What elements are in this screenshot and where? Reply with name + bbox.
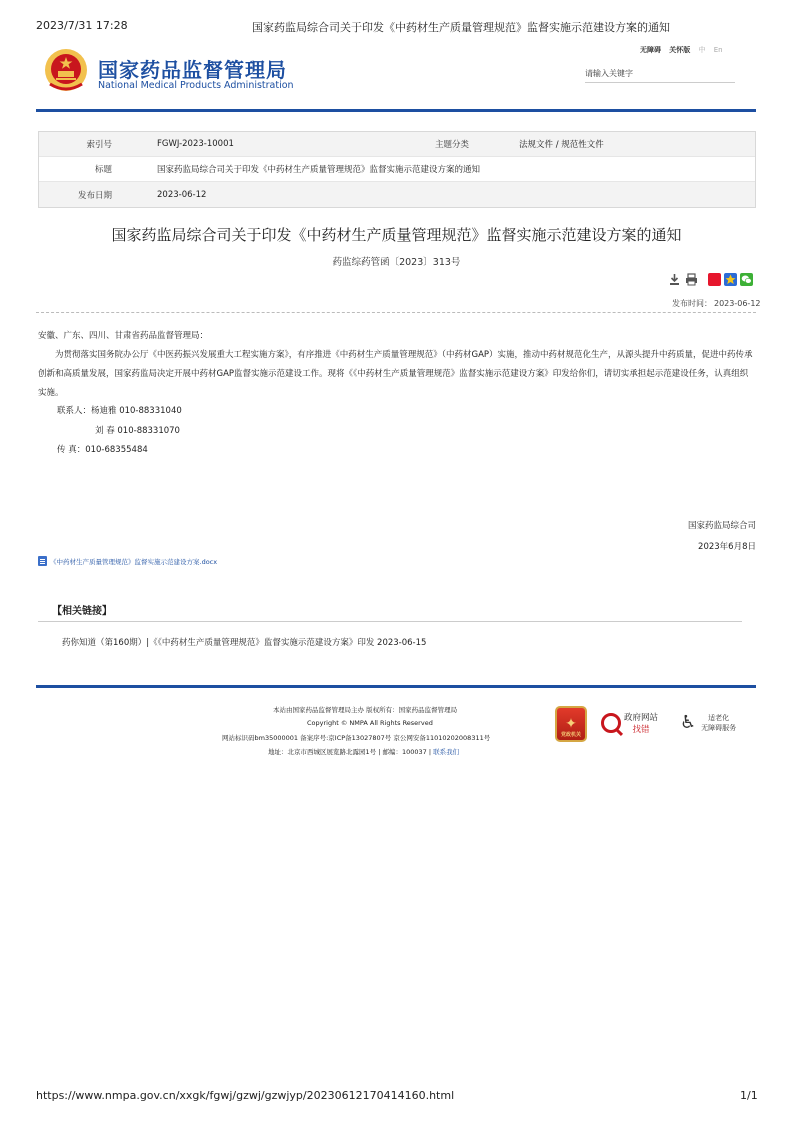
index-value: FGWJ-2023-10001 [157,139,234,149]
weibo-share-icon[interactable] [708,273,721,286]
search-input[interactable]: 请输入关键字 [585,63,735,83]
index-label: 索引号 [86,140,112,150]
gov-website-label: 政府网站 [624,713,659,723]
print-title: 国家药监局综合司关于印发《中药材生产质量管理规范》监督实施示范建设方案的通知 [252,21,670,34]
download-icon[interactable] [668,273,681,286]
lang-cn-link[interactable]: 中 [698,46,706,54]
accessibility-icon: ♿ [680,712,697,733]
related-links-heading: 【相关链接】 [52,606,112,617]
print-icon[interactable] [685,273,698,286]
footer-address-text: 地址：北京市西城区展览路北露园1号 | 邮编：100037 | [268,748,434,756]
footer-address [268,747,459,756]
contact-2: 刘 春 010-88331070 [95,426,180,436]
date-value: 2023-06-12 [157,189,207,200]
accessibility-service-label: 无障碍服务 [701,723,737,732]
elderly-label: 适老化 [708,713,730,722]
qzone-share-icon[interactable] [724,273,737,286]
info-row-index [39,132,755,157]
elderly-accessibility-service[interactable] [680,712,736,733]
related-divider [38,621,742,622]
fax: 传 真：010-68355484 [57,445,148,455]
article-title: 国家药监局综合司关于印发《中药材生产质量管理规范》监督实施示范建设方案的通知 [111,226,682,244]
article-divider [36,312,756,313]
accessibility-link[interactable]: 无障碍 [640,46,661,54]
attachment-label[interactable]: 《中药材生产质量管理规范》监督实施示范建设方案.docx [50,557,218,566]
contact-1: 联系人：杨迪雅 010-88331040 [57,406,182,416]
magnifier-icon [601,713,621,733]
footer-divider [36,685,756,688]
site-name-cn[interactable]: 国家药品监督管理局 [98,58,287,82]
category-label: 主题分类 [435,140,470,150]
main-paragraph: 为贯彻落实国务院办公厅《中医药振兴发展重大工程实施方案》，有序推进《中药材生产质量管理规范》（中药材GAP）实施，推动中药材规范化生产，从源头提升中药质量，促进中药传承创新和高质量发展，国家药监局决定开展中药材GAP监督实施示范建设工作。现将《《中药材生产质量管理规范》监督实施示范建设方案》印发给你们，请切实承担起示范建设任务，认真组织实施。 [38,350,753,398]
print-datetime: 2023/7/31 17:28 [36,19,128,32]
gov-website-error-report[interactable] [601,711,658,735]
star-icon: ✦ [565,716,577,732]
info-row-title [39,157,755,182]
related-links[interactable]: 药你知道（第160期）|《《中药材生产质量管理规范》监督实施示范建设方案》印发 2023-06-15 [62,638,427,648]
document-info-table [38,131,756,208]
word-doc-icon [38,556,47,566]
info-row-date [39,182,755,207]
title-value: 国家药监局综合司关于印发《中药材生产质量管理规范》监督实施示范建设方案的通知 [157,165,481,175]
document-number: 药监综药管函〔2023〕313号 [332,257,461,268]
party-government-badge[interactable] [555,706,587,742]
site-name-en[interactable]: National Medical Products Administration [98,80,294,91]
publish-time-value: 2023-06-12 [714,299,761,308]
find-error-label: 找错 [632,725,650,735]
contact-us-link[interactable]: 联系我们 [433,748,460,756]
signature-date: 2023年6月8日 [698,542,756,552]
care-mode-link[interactable]: 关怀版 [669,46,691,54]
title-label: 标题 [94,165,112,175]
print-page-number: 1/1 [740,1089,758,1102]
category-value: 法规文件 / 规范性文件 [519,140,604,150]
wechat-share-icon[interactable] [740,273,753,286]
national-emblem-icon [44,48,88,92]
header-divider [36,109,756,112]
publish-time-label: 发布时间： [672,299,712,308]
salutation: 安徽、广东、四川、甘肃省药品监督管理局： [38,331,209,341]
party-badge-label: 党政机关 [560,732,581,738]
footer-copyright: Copyright © NMPA All Rights Reserved [307,719,433,727]
publish-time [670,298,761,309]
lang-en-link[interactable]: En [713,46,723,54]
print-url: https://www.nmpa.gov.cn/xxgk/fgwj/gzwj/gzwjyp/20230612170414160.html [36,1089,455,1102]
top-links [640,45,729,55]
date-label: 发布日期 [77,190,112,201]
footer-registration: 网站标识码bm35000001 备案序号:京ICP备13027807号 京公网安备11010202008311号 [222,734,491,742]
signature-org: 国家药监局综合司 [687,521,756,531]
attachment-link[interactable] [38,556,217,566]
footer-sponsor: 本站由国家药品监督管理局主办 版权所有：国家药品监督管理局 [273,706,458,714]
